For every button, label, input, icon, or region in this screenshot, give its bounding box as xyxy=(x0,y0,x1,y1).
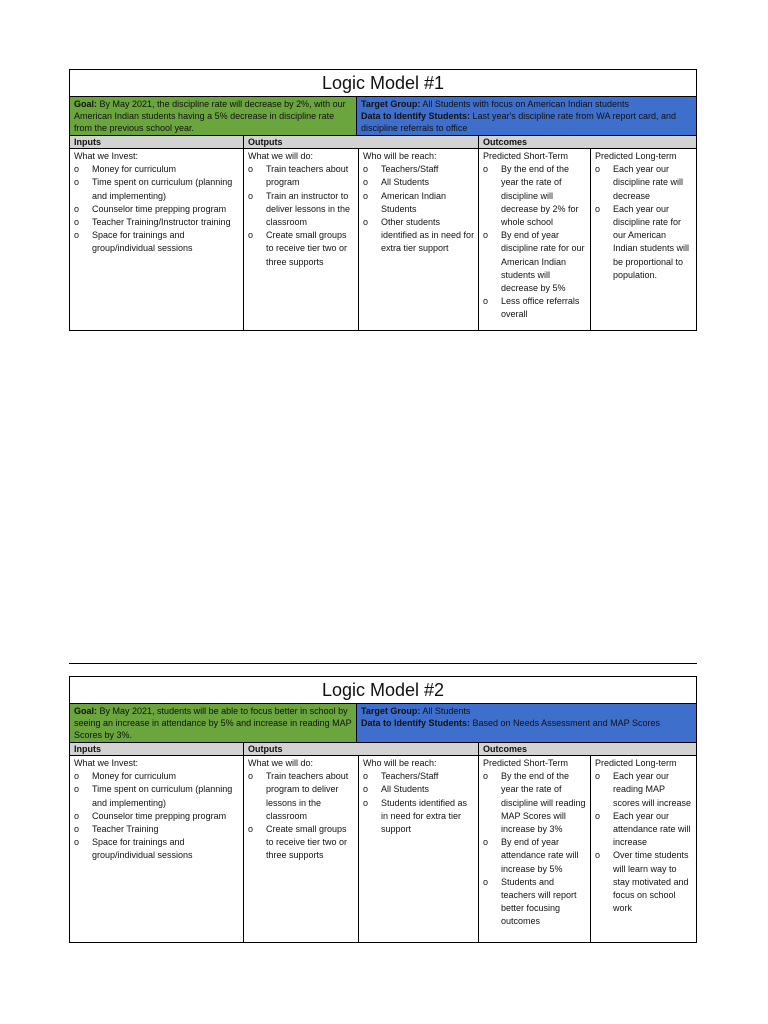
bullet-icon: o xyxy=(595,771,601,782)
list-item-text: Each year our reading MAP scores will increase xyxy=(613,771,692,808)
long-term-column xyxy=(591,149,696,330)
list-item-text: Less office referrals overall xyxy=(501,296,580,320)
item-list xyxy=(363,163,475,255)
list-item-text: Each year our attendance rate will increase xyxy=(613,810,691,848)
data-identify-line xyxy=(361,717,692,729)
list-item xyxy=(483,229,587,295)
target-group-label: Target Group: xyxy=(361,99,421,109)
inputs-header: Inputs xyxy=(70,136,244,148)
list-item xyxy=(483,836,587,876)
bullet-icon: o xyxy=(483,876,489,887)
horizontal-rule xyxy=(69,663,697,664)
section-header-row xyxy=(70,136,696,149)
list-item-text: Over time students will learn way to stay motivated and focus on school work xyxy=(613,850,689,914)
goal-text: By May 2021, the discipline rate will decrease by 2%, with our American Indian students having a 5% decrease in discipline rate from the previous school year. xyxy=(74,99,346,133)
target-group-label: Target Group: xyxy=(361,706,421,716)
list-item-text: Time spent on curriculum (planning and implementing) xyxy=(92,177,233,201)
column-heading: What we Invest: xyxy=(74,758,139,768)
bullet-icon: o xyxy=(74,824,80,835)
list-item-text: Train teachers about program to deliver lessons in the classroom xyxy=(266,771,349,821)
list-item xyxy=(595,770,693,810)
long-term-column xyxy=(591,756,696,942)
bullet-icon: o xyxy=(74,771,80,782)
list-item-text: American Indian Students xyxy=(381,190,447,214)
list-item-text: Teachers/Staff xyxy=(381,771,439,782)
list-item xyxy=(363,163,475,176)
bullet-icon: o xyxy=(363,784,369,795)
item-list xyxy=(248,770,355,862)
data-identify-text: Based on Needs Assessment and MAP Scores xyxy=(472,718,660,728)
bullet-icon: o xyxy=(74,203,80,214)
list-item-text: Create small groups to receive tier two or three supports xyxy=(266,824,348,861)
invest-column xyxy=(70,756,244,942)
column-heading: Predicted Short-Term xyxy=(483,151,569,161)
outcomes-header: Outcomes xyxy=(483,744,528,754)
bullet-icon: o xyxy=(363,177,369,188)
goal-cell xyxy=(70,704,357,742)
bullet-icon: o xyxy=(248,164,254,175)
list-item xyxy=(595,810,693,850)
target-group-line xyxy=(361,98,692,110)
list-item-text: By end of year discipline rate for our American Indian students will decrease by 5% xyxy=(501,230,585,294)
list-item xyxy=(248,823,355,863)
bullet-icon: o xyxy=(595,850,601,861)
bullet-icon: o xyxy=(483,230,489,241)
column-heading: Who will be reach: xyxy=(363,758,437,768)
list-item xyxy=(483,163,587,229)
list-item xyxy=(74,176,240,202)
bullet-icon: o xyxy=(363,217,369,228)
list-item xyxy=(74,810,240,823)
list-item xyxy=(74,783,240,809)
target-group-text: All Students with focus on American Indian students xyxy=(422,99,629,109)
goal-cell xyxy=(70,97,357,135)
short-term-column xyxy=(479,756,591,942)
list-item xyxy=(74,229,240,255)
list-item xyxy=(595,163,693,203)
list-item-text: Counselor time prepping program xyxy=(92,810,227,821)
target-cell xyxy=(357,704,696,742)
outputs-header: Outputs xyxy=(244,136,479,148)
list-item xyxy=(248,190,355,230)
list-item-text: All Students xyxy=(381,784,430,795)
bullet-icon: o xyxy=(595,203,601,214)
bullet-icon: o xyxy=(74,837,80,848)
data-identify-text: Last year's discipline rate from WA report card, and discipline referrals to office xyxy=(361,111,677,133)
do-column xyxy=(244,149,359,330)
goal-label: Goal: xyxy=(74,99,98,109)
item-list xyxy=(248,163,355,269)
bullet-icon: o xyxy=(483,771,489,782)
list-item xyxy=(248,163,355,189)
list-item-text: By end of year attendance rate will increase by 5% xyxy=(501,837,579,874)
item-list xyxy=(363,770,475,836)
target-group-text: All Students xyxy=(422,706,471,716)
list-item-text: Teacher Training xyxy=(92,824,159,835)
list-item xyxy=(363,797,475,837)
list-item xyxy=(248,229,355,269)
invest-column xyxy=(70,149,244,330)
list-item xyxy=(363,176,475,189)
column-heading: Predicted Long-term xyxy=(595,151,677,161)
list-item-text: All Students xyxy=(381,177,430,188)
list-item-text: Each year our discipline rate for our American Indian students will be proportional to population. xyxy=(613,203,690,280)
target-group-line xyxy=(361,705,692,717)
column-heading: What we Invest: xyxy=(74,151,139,161)
item-list xyxy=(595,770,693,915)
bullet-icon: o xyxy=(483,837,489,848)
bullet-icon: o xyxy=(74,217,80,228)
goal-text: By May 2021, students will be able to focus better in school by seeing an increase in attendance by 5% and increase in reading MAP Scores by 3%. xyxy=(74,706,352,740)
bullet-icon: o xyxy=(595,810,601,821)
reach-column xyxy=(359,149,479,330)
reach-column xyxy=(359,756,479,942)
goal-target-row xyxy=(70,704,696,743)
logic-model-2 xyxy=(69,676,697,943)
outcomes-header: Outcomes xyxy=(483,137,528,147)
list-item-text: Money for curriculum xyxy=(92,164,177,175)
bullet-icon: o xyxy=(363,164,369,175)
data-identify-label: Data to Identify Students: xyxy=(361,111,471,121)
bullet-icon: o xyxy=(248,771,254,782)
list-item-text: By the end of the year the rate of discipline will decrease by 2% for whole school xyxy=(501,164,579,228)
logic-model-1 xyxy=(69,69,697,331)
model-title: Logic Model #1 xyxy=(70,70,696,97)
column-heading: What we will do: xyxy=(248,151,314,161)
list-item-text: Time spent on curriculum (planning and implementing) xyxy=(92,784,233,808)
bullet-icon: o xyxy=(483,164,489,175)
data-identify-label: Data to Identify Students: xyxy=(361,718,471,728)
model-title: Logic Model #2 xyxy=(70,677,696,704)
list-item xyxy=(483,295,587,321)
section-header-row xyxy=(70,743,696,756)
bullet-icon: o xyxy=(248,824,254,835)
list-item xyxy=(595,849,693,915)
list-item-text: Space for trainings and group/individual sessions xyxy=(92,230,193,254)
list-item xyxy=(248,770,355,823)
goal-label: Goal: xyxy=(74,706,98,716)
item-list xyxy=(595,163,693,282)
bullet-icon: o xyxy=(363,190,369,201)
bullet-icon: o xyxy=(248,230,254,241)
list-item-text: Teachers/Staff xyxy=(381,164,439,175)
inputs-header: Inputs xyxy=(70,743,244,755)
bullet-icon: o xyxy=(483,296,489,307)
list-item xyxy=(483,770,587,836)
short-term-column xyxy=(479,149,591,330)
bullet-icon: o xyxy=(363,771,369,782)
list-item xyxy=(74,203,240,216)
list-item-text: Money for curriculum xyxy=(92,771,177,782)
bullet-icon: o xyxy=(248,190,254,201)
body-row xyxy=(70,756,696,942)
bullet-icon: o xyxy=(74,784,80,795)
column-heading: Who will be reach: xyxy=(363,151,437,161)
list-item xyxy=(483,876,587,929)
list-item-text: By the end of the year the rate of discipline will reading MAP Scores will increase by 3% xyxy=(501,771,586,835)
list-item-text: Train an instructor to deliver lessons in the classroom xyxy=(266,190,351,228)
item-list xyxy=(74,770,240,862)
column-heading: Predicted Long-term xyxy=(595,758,677,768)
target-cell xyxy=(357,97,696,135)
list-item-text: Teacher Training/Instructor training xyxy=(92,217,231,228)
list-item xyxy=(74,163,240,176)
list-item-text: Create small groups to receive tier two or three supports xyxy=(266,230,348,267)
bullet-icon: o xyxy=(74,230,80,241)
list-item-text: Each year our discipline rate will decrease xyxy=(613,164,684,201)
item-list xyxy=(74,163,240,255)
list-item xyxy=(74,216,240,229)
list-item-text: Other students identified as in need for extra tier support xyxy=(381,217,475,254)
column-heading: What we will do: xyxy=(248,758,314,768)
list-item xyxy=(363,783,475,796)
item-list xyxy=(483,770,587,928)
list-item-text: Students and teachers will report better focusing outcomes xyxy=(501,876,577,927)
bullet-icon: o xyxy=(74,164,80,175)
list-item xyxy=(74,836,240,862)
bullet-icon: o xyxy=(74,177,80,188)
data-identify-line xyxy=(361,110,692,134)
list-item xyxy=(363,216,475,256)
outputs-header: Outputs xyxy=(244,743,479,755)
list-item xyxy=(363,190,475,216)
list-item xyxy=(74,770,240,783)
list-item-text: Counselor time prepping program xyxy=(92,203,227,214)
goal-target-row xyxy=(70,97,696,136)
list-item xyxy=(74,823,240,836)
bullet-icon: o xyxy=(595,164,601,175)
list-item xyxy=(595,203,693,282)
do-column xyxy=(244,756,359,942)
list-item-text: Train teachers about program xyxy=(266,164,349,188)
bullet-icon: o xyxy=(363,797,369,808)
item-list xyxy=(483,163,587,321)
list-item xyxy=(363,770,475,783)
body-row xyxy=(70,149,696,330)
bullet-icon: o xyxy=(74,810,80,821)
list-item-text: Students identified as in need for extra tier support xyxy=(381,797,468,835)
column-heading: Predicted Short-Term xyxy=(483,758,569,768)
list-item-text: Space for trainings and group/individual sessions xyxy=(92,837,193,861)
